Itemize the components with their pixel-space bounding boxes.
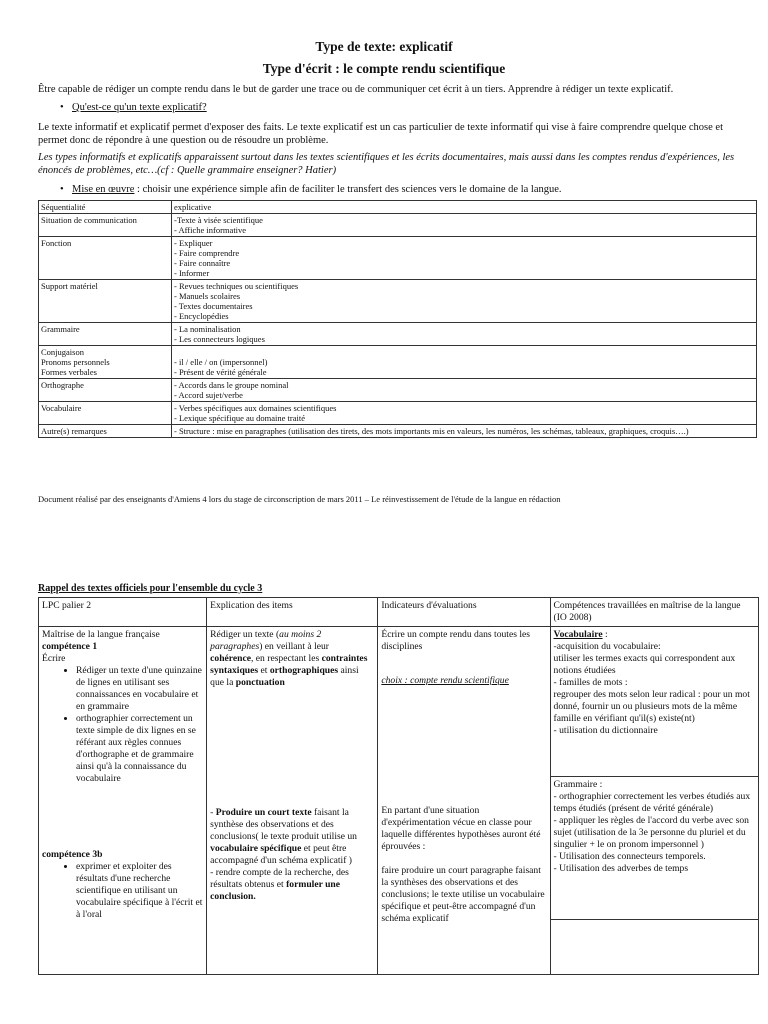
bullet-mise-en-oeuvre: • Mise en œuvre : choisir une expérience simple afin de faciliter le transfert des sciences vers le domaine de la langue. — [60, 184, 562, 195]
definition-paragraph: Le texte informatif et explicatif permet d'exposer des faits. Le texte explicatif est un cas particulier de texte informatif qui vise à faire comprendre quelque chose et permet donc de répondre à une question ou de résoudre un problème. — [38, 122, 723, 146]
lpc-header: Indicateurs d'évaluations — [378, 598, 550, 627]
bullet-question: • Qu'est-ce qu'un texte explicatif? — [60, 102, 207, 113]
summary-label: Fonction — [39, 237, 172, 280]
lpc-col-competences — [550, 627, 758, 975]
summary-label: Grammaire — [39, 323, 172, 346]
summary-row — [39, 280, 757, 323]
bullet-dot-icon: • — [60, 102, 64, 113]
lpc-col-explication: Rédiger un texte (au moins 2 paragraphes) en veillant à leur cohérence, en respectant les contraintes syntaxiques et orthographiques ainsi que la ponctuation - Produire un court texte faisant la synthèse des observations et des conclusions( le texte produit utilise un vocabulaire spécifique et peut être accompagné d'un schéma explicatif ) - rendre compte de la recherche, des résultats obtenus et formuler une conclusion. — [207, 627, 378, 975]
rappel-heading: Rappel des textes officiels pour l'ensemble du cycle 3 — [38, 583, 263, 594]
list-item: regrouper des mots selon leur radical : pour un mot donné, fournir un ou plusieurs mots de la même famille en vérifiant qu'il(s) existe(nt) — [553, 689, 750, 724]
summary-value: - Revues techniques ou scientifiques - Manuels scolaires - Textes documentaires - Encyclopédies — [172, 280, 757, 323]
summary-label: Séquentialité — [39, 201, 172, 214]
list-item: • orthographier correctement un texte simple de dix lignes en se référant aux règles connues d'orthographe et de grammaire ainsi qu'à la connaissance du vocabulaire — [76, 713, 203, 785]
summary-row — [39, 425, 757, 438]
credit-note: Document réalisé par des enseignants d'Amiens 4 lors du stage de circonscription de mars 2011 – Le réinvestissement de l'étude de la langue en rédaction — [38, 494, 561, 504]
summary-row — [39, 346, 757, 379]
lpc-body-row — [39, 627, 759, 975]
list-item: utiliser les termes exacts qui correspondent aux notions étudiées — [553, 653, 736, 676]
summary-row — [39, 237, 757, 280]
summary-table — [38, 200, 757, 438]
bullet-dot-icon: • — [60, 184, 64, 195]
summary-label: Situation de communication — [39, 214, 172, 237]
summary-value: - Verbes spécifiques aux domaines scientifiques - Lexique spécifique au domaine traité — [172, 402, 757, 425]
list-item: - orthographier correctement les verbes étudiés aux temps étudiés (présent de vérité générale) — [553, 791, 751, 814]
lpc-header: LPC palier 2 — [39, 598, 207, 627]
list-item: - Utilisation des adverbes de temps — [553, 863, 689, 874]
summary-label: Orthographe — [39, 379, 172, 402]
summary-row — [39, 214, 757, 237]
summary-value: explicative — [172, 201, 757, 214]
list-item: -acquisition du vocabulaire: — [553, 641, 661, 652]
vocabulaire-block: Vocabulaire : -acquisition du vocabulaire: utiliser les termes exacts qui correspondent aux notions étudiées - familles de mots : regrouper des mots selon leur radical : pour un mot donné, fournir un ou plusieurs mots de la même famille en vérifiant qu'il(s) existe(nt) - utilisation du dictionnaire — [551, 627, 758, 777]
list-item: • exprimer et exploiter des résultats d'une recherche scientifique en utilisant un vocabulaire spécifique à l'écrit et à l'oral — [76, 861, 203, 921]
summary-value: - Structure : mise en paragraphes (utilisation des tirets, des mots importants mis en valeurs, les numéros, les schémas, tableaux, graphiques, croquis….) — [172, 425, 757, 438]
summary-row — [39, 323, 757, 346]
lpc-col-indicateurs: Écrire un compte rendu dans toutes les disciplines choix : compte rendu scientifique En partant d'une situation d'expérimentation vécue en classe pour laquelle différentes hypothèses auront été éprouvées : faire produire un court paragraphe faisant la synthèses des observations et des conclusions; le texte utilise un vocabulaire spécifique et peut-être accompagné d'un schéma explicatif — [378, 627, 550, 975]
list-item: - utilisation du dictionnaire — [553, 725, 658, 736]
lpc-table — [38, 597, 759, 975]
types-paragraph: Les types informatifs et explicatifs apparaissent surtout dans les textes scientifiques et les écrits documentaires, mais aussi dans les comptes rendus d'expériences, les énoncés de problèmes, etc…(cf : Quelle grammaire enseigner? Hatier) — [38, 152, 735, 176]
summary-label: Conjugaison Pronoms personnels Formes verbales — [39, 346, 172, 379]
summary-row — [39, 379, 757, 402]
list-item: - appliquer les règles de l'accord du verbe avec son sujet (utilisation de la 3e personne du pluriel et du singulier + le on pronom impersonnel ) — [553, 815, 749, 850]
lpc-header-row — [39, 598, 759, 627]
summary-label: Autre(s) remarques — [39, 425, 172, 438]
summary-row — [39, 201, 757, 214]
list-item: - Utilisation des connecteurs temporels. — [553, 851, 706, 862]
summary-row — [39, 402, 757, 425]
list-item: • Rédiger un texte d'une quinzaine de lignes en utilisant ses connaissances en vocabulaire et en grammaire — [76, 665, 203, 713]
page-subtitle: Type d'écrit : le compte rendu scientifique — [262, 61, 506, 76]
summary-value: - La nominalisation - Les connecteurs logiques — [172, 323, 757, 346]
summary-value: - il / elle / on (impersonnel) - Présent de vérité générale — [172, 346, 757, 379]
summary-label: Support matériel — [39, 280, 172, 323]
grammaire-block: Grammaire : - orthographier correctement les verbes étudiés aux temps étudiés (présent de vérité générale) - appliquer les règles de l'accord du verbe avec son sujet (utilisation de la 3e personne du pluriel et du singulier + le on pronom impersonnel ) - Utilisation des connecteurs temporels. - Utilisation des adverbes de temps — [551, 777, 758, 920]
summary-label: Vocabulaire — [39, 402, 172, 425]
list-item: - familles de mots : — [553, 677, 628, 688]
summary-value: -Texte à visée scientifique - Affiche informative — [172, 214, 757, 237]
intro-paragraph: Être capable de rédiger un compte rendu dans le but de garder une trace ou de communiquer cet écrit à un tiers. Apprendre à rédiger un texte explicatif. — [38, 84, 674, 95]
summary-value: - Accords dans le groupe nominal - Accord sujet/verbe — [172, 379, 757, 402]
lpc-header: Explication des items — [207, 598, 378, 627]
lpc-col-palier: Maîtrise de la langue française compétence 1 Écrire • Rédiger un texte d'une quinzaine de lignes en utilisant ses connaissances en vocabulaire et en grammaire • orthographier correctement un texte simple de dix lignes en se référant aux règles connues d'orthographe et de grammaire ainsi qu'à la connaissance du vocabulaire compétence 3b • exprimer et exploiter des résultats d'une recherche scientifique en utilisant un vocabulaire spécifique à l'écrit et à l'oral — [39, 627, 207, 975]
summary-value: - Expliquer - Faire comprendre - Faire connaître - Informer — [172, 237, 757, 280]
lpc-header: Compétences travaillées en maîtrise de la langue (IO 2008) — [550, 598, 758, 627]
competence1-list — [42, 665, 203, 785]
competence3b-list — [42, 861, 203, 921]
page-title: Type de texte: explicatif — [315, 39, 453, 54]
